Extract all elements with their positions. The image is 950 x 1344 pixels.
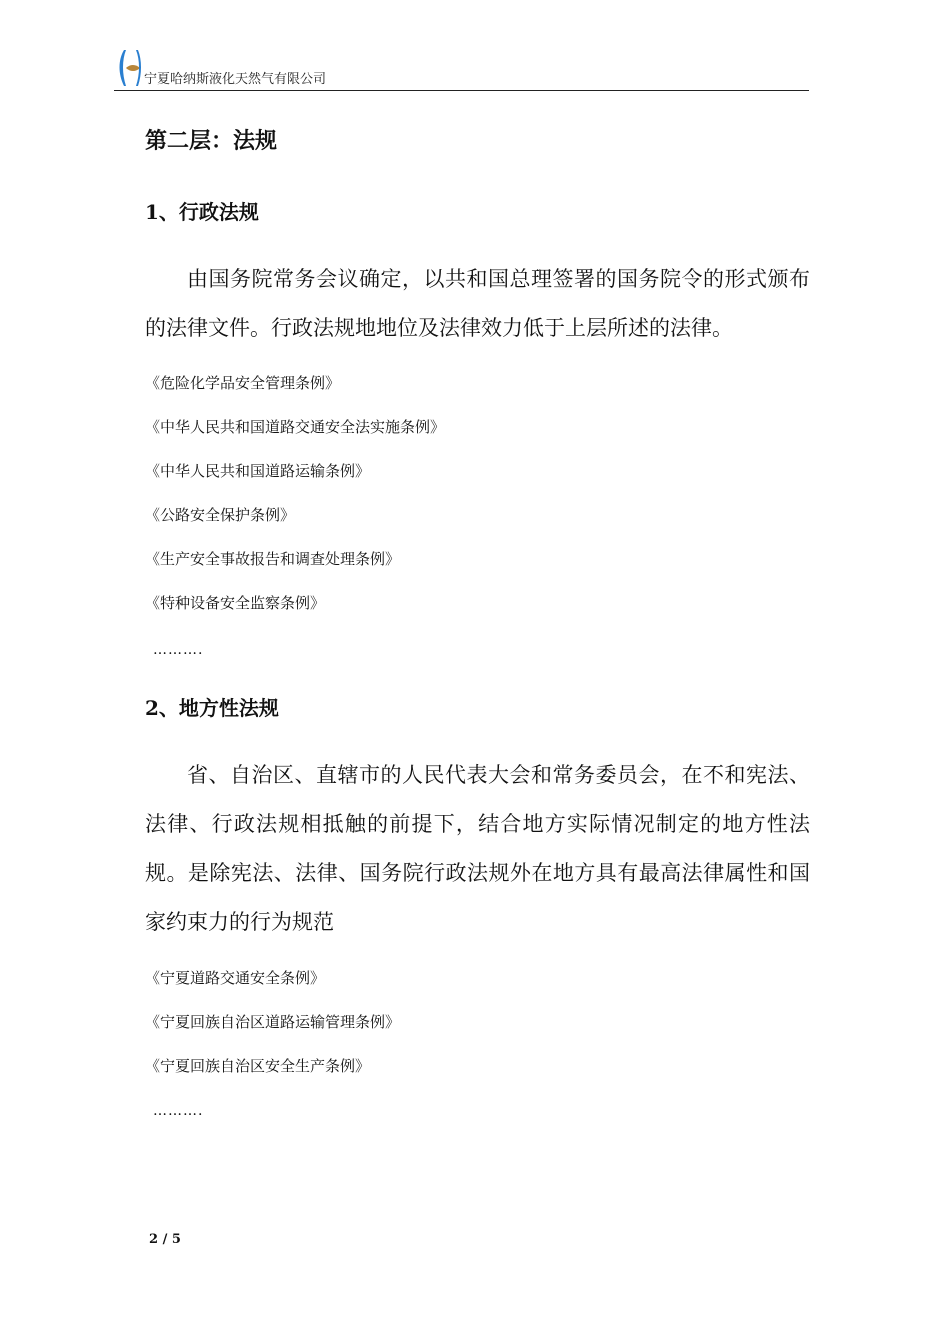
page-header <box>114 44 809 91</box>
section-heading-administrative-regulations: 1、行政法规 <box>145 200 259 224</box>
section-paragraph-local: 省、自治区、直辖市的人民代表大会和常务委员会，在不和宪法、法律、行政法规相抵触的前提下，结合地方实际情况制定的地方性法规。是除宪法、法律、国务院行政法规外在地方具有最高法律属性和国家约束力的行为规范 <box>145 763 810 934</box>
list-ellipsis: ………. <box>153 1103 204 1119</box>
list-item: 《危险化学品安全管理条例》 <box>145 374 341 392</box>
list-item: 《中华人民共和国道路运输条例》 <box>145 462 371 480</box>
list-item: 《中华人民共和国道路交通安全法实施条例》 <box>145 418 446 436</box>
regulation-list-local <box>145 964 400 1096</box>
list-item: 《宁夏回族自治区道路运输管理条例》 <box>145 1013 401 1031</box>
section-paragraph-administrative: 由国务院常务会议确定，以共和国总理签署的国务院令的形式颁布的法律文件。行政法规地地位及法律效力低于上层所述的法律。 <box>145 267 810 340</box>
page-number: 2 / 5 <box>149 1232 181 1247</box>
list-ellipsis: ………. <box>153 642 204 658</box>
regulation-list-administrative <box>145 369 445 633</box>
list-item: 《宁夏回族自治区安全生产条例》 <box>145 1057 371 1075</box>
list-item: 《宁夏道路交通安全条例》 <box>145 969 326 987</box>
page-title: 第二层：法规 <box>145 128 278 154</box>
company-name: 宁夏哈纳斯液化天然气有限公司 <box>144 72 327 87</box>
section-heading-local-regulations: 2、地方性法规 <box>145 696 279 720</box>
list-item: 《特种设备安全监察条例》 <box>145 594 326 612</box>
list-item: 《生产安全事故报告和调查处理条例》 <box>145 550 401 568</box>
company-logo-icon <box>114 46 146 88</box>
list-item: 《公路安全保护条例》 <box>145 506 296 524</box>
